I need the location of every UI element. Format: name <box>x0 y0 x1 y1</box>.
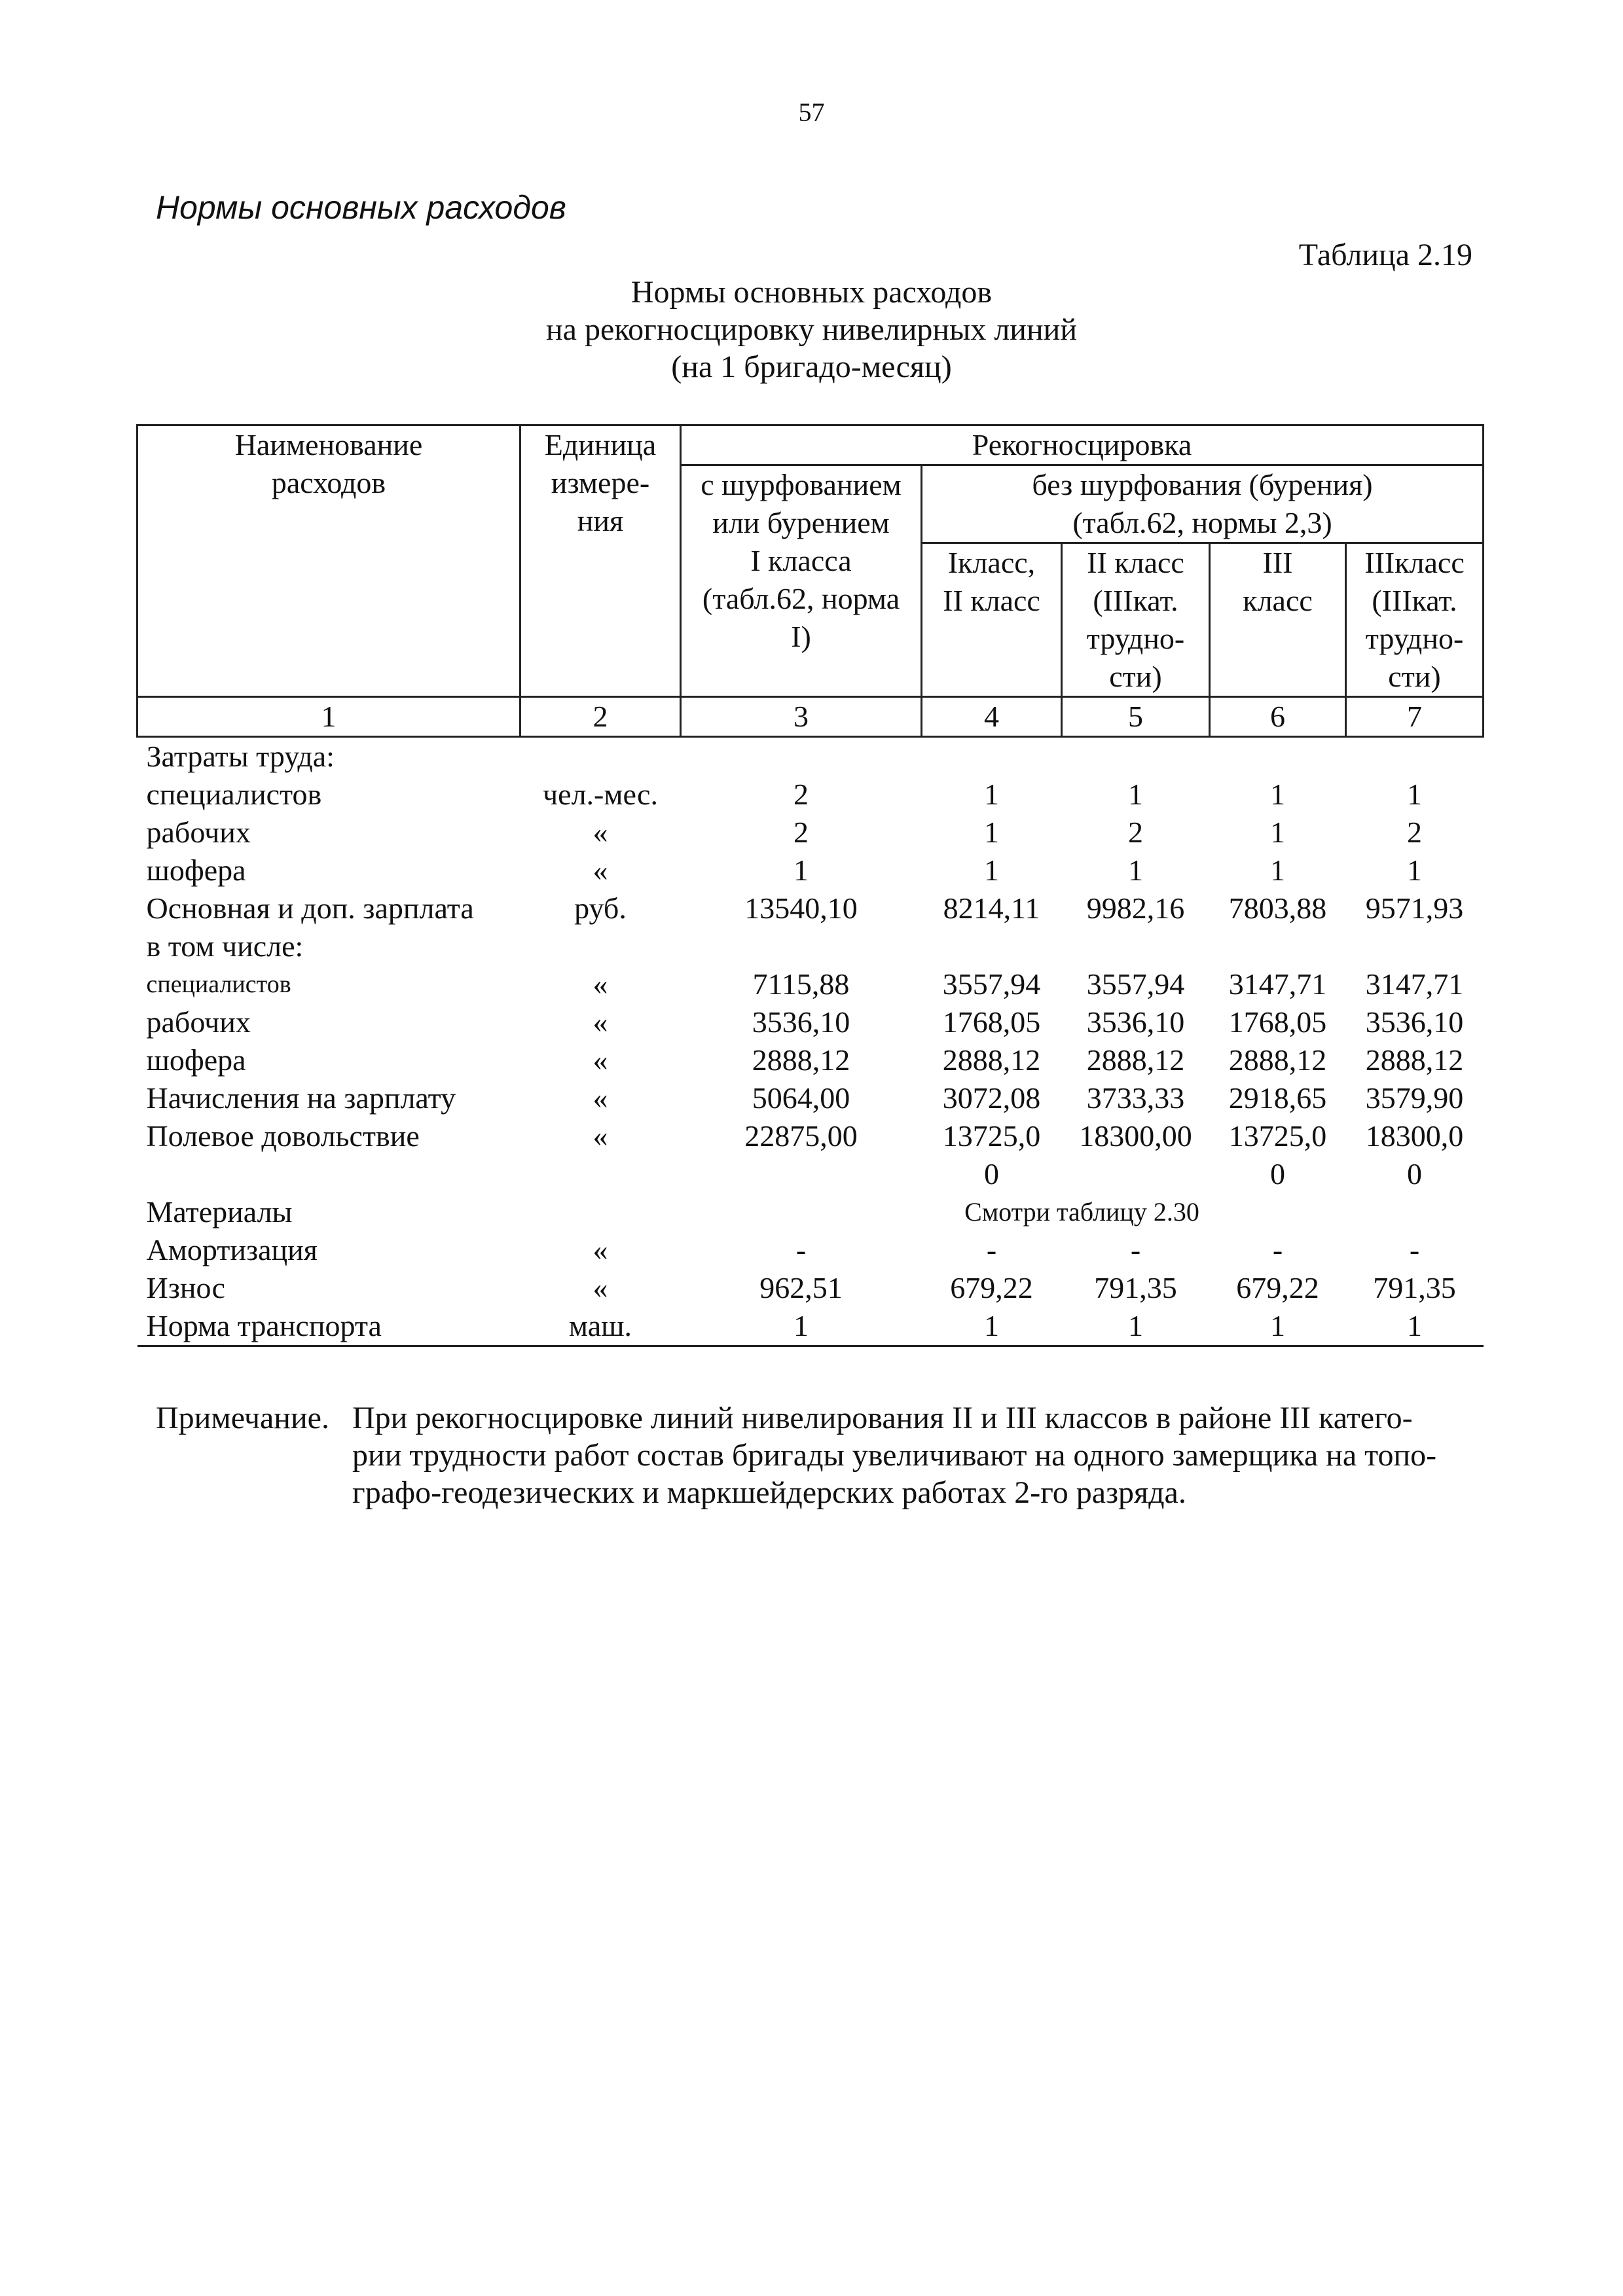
norms-table <box>136 424 1484 1347</box>
row-name-cell: шофера <box>146 1043 246 1077</box>
page-number: 57 <box>798 98 825 127</box>
row-name-cell: специалистов <box>146 971 291 998</box>
row-value-cell: 791,35 <box>1094 1271 1177 1304</box>
row-value-cell <box>1346 927 1484 965</box>
row-value-cell: 13725,0 <box>1228 1119 1327 1153</box>
row-value-cell: 5064,00 <box>752 1081 850 1115</box>
table-row <box>137 889 1484 927</box>
row-name-cell <box>137 1155 520 1193</box>
header-col4-line: Iкласс, <box>947 546 1036 579</box>
row-value-cell: 3557,94 <box>942 967 1041 1001</box>
row-value-cell: 1 <box>1270 816 1285 849</box>
row-name-cell: Амортизация <box>146 1233 318 1266</box>
row-name-cell: Затраты труда: <box>146 740 335 773</box>
row-value-cell: 3557,94 <box>1086 967 1185 1001</box>
row-unit-cell: руб. <box>574 891 627 925</box>
row-value-cell: 1 <box>681 1307 922 1346</box>
row-name-cell: Износ <box>146 1271 226 1304</box>
row-value-cell: 1 <box>1407 853 1423 887</box>
row-name-cell: Начисления на зарплату <box>146 1081 456 1115</box>
header-with-pitting-line: (табл.62, норма <box>702 582 900 615</box>
row-value-cell: 3733,33 <box>1086 1081 1185 1115</box>
row-value-cell: 3536,10 <box>1365 1005 1464 1039</box>
table-row <box>137 1117 1484 1155</box>
row-value-cell: 1 <box>1270 778 1285 811</box>
row-value-cell: 2888,12 <box>1086 1043 1185 1077</box>
row-value-cell: 1 <box>984 778 999 811</box>
note-text <box>352 1399 1495 1511</box>
header-with-pitting-line: I класса <box>750 544 852 577</box>
row-value-cell: 679,22 <box>1236 1271 1319 1304</box>
header-unit-line: Единица <box>544 428 657 461</box>
see-table-cell: Смотри таблицу 2.30 <box>964 1197 1199 1227</box>
section-heading: Нормы основных расходов <box>156 189 566 226</box>
row-name-cell: специалистов <box>146 778 322 811</box>
row-value-cell: 2888,12 <box>942 1043 1041 1077</box>
row-name-cell: Материалы <box>146 1195 293 1229</box>
row-value-cell: 18300,0 <box>1365 1119 1464 1153</box>
row-name-cell: шофера <box>146 853 246 887</box>
table-title-line: (на 1 бригадо-месяц) <box>671 350 952 384</box>
row-value-cell: 3536,10 <box>752 1005 850 1039</box>
row-value-cell: 679,22 <box>950 1271 1033 1304</box>
row-value-cell: 3579,90 <box>1365 1081 1464 1115</box>
row-value-cell: 1 <box>1210 1307 1346 1346</box>
row-value-cell: 0 <box>984 1157 999 1191</box>
row-value-cell: 0 <box>1270 1157 1285 1191</box>
table-row <box>137 1041 1484 1079</box>
row-value-cell: - <box>1130 1233 1141 1266</box>
row-unit-cell: чел.-мес. <box>543 778 658 811</box>
row-name-cell: Основная и доп. зарплата <box>146 891 474 925</box>
row-value-cell <box>1062 927 1210 965</box>
row-value-cell: 8214,11 <box>943 891 1040 925</box>
row-unit-cell <box>520 737 681 776</box>
row-name-cell: рабочих <box>146 816 251 849</box>
header-col7 <box>1346 543 1484 697</box>
row-value-cell: 13540,10 <box>744 891 858 925</box>
row-value-cell: 2 <box>1407 816 1423 849</box>
row-value-cell: 7115,88 <box>752 967 850 1001</box>
header-col5-line: трудно- <box>1086 622 1185 655</box>
column-number: 5 <box>1062 697 1210 737</box>
row-value-cell: 1 <box>1270 853 1285 887</box>
row-value-cell: 1768,05 <box>1228 1005 1327 1039</box>
row-value-cell: 3536,10 <box>1086 1005 1185 1039</box>
row-value-cell: - <box>986 1233 997 1266</box>
row-value-cell: - <box>1272 1233 1283 1266</box>
row-value-cell <box>1062 1155 1210 1193</box>
row-value-cell: 2 <box>1128 816 1143 849</box>
header-without-pitting-line: (табл.62, нормы 2,3) <box>1072 506 1332 539</box>
header-without-pitting <box>922 465 1484 543</box>
row-value-cell: 1 <box>984 816 999 849</box>
note <box>156 1399 1495 1511</box>
row-value-cell: - <box>795 1233 807 1266</box>
header-col4 <box>922 543 1062 697</box>
header-with-pitting-line: I) <box>791 620 811 653</box>
header-with-pitting-line: или бурением <box>712 506 890 539</box>
header-col7-line: IIIкласс <box>1364 546 1465 579</box>
column-number-row <box>137 697 1484 737</box>
row-unit-cell: « <box>593 853 608 887</box>
row-value-cell <box>1210 737 1346 776</box>
row-value-cell <box>1346 737 1484 776</box>
table-row <box>137 852 1484 889</box>
row-unit-cell: « <box>593 1233 608 1266</box>
table-row <box>137 1193 1484 1231</box>
table-row <box>137 814 1484 852</box>
row-value-cell <box>1062 737 1210 776</box>
header-without-pitting-line: без шурфования (бурения) <box>1032 468 1373 501</box>
note-line: При рекогносцировке линий нивелирования II и III классов в районе III катего- <box>352 1401 1413 1435</box>
table-label: Таблица 2.19 <box>1298 238 1472 272</box>
row-value-cell: 18300,00 <box>1079 1119 1192 1153</box>
row-value-cell: 962,51 <box>759 1271 843 1304</box>
row-value-cell: 1 <box>922 1307 1062 1346</box>
row-unit-cell: « <box>593 1271 608 1304</box>
row-value-cell: 1 <box>984 853 999 887</box>
column-number: 6 <box>1210 697 1346 737</box>
header-col6-line: класс <box>1243 584 1313 617</box>
table-row <box>137 1269 1484 1307</box>
row-value-cell: 3072,08 <box>942 1081 1041 1115</box>
row-value-cell: 1 <box>1062 1307 1210 1346</box>
table-row <box>137 927 1484 965</box>
header-name-cell <box>137 425 520 697</box>
row-value-cell: 13725,0 <box>942 1119 1041 1153</box>
row-unit-cell: « <box>593 1043 608 1077</box>
header-col5 <box>1062 543 1210 697</box>
row-value-cell: 791,35 <box>1373 1271 1456 1304</box>
header-col6 <box>1210 543 1346 697</box>
header-name-line: Наименование <box>234 428 423 461</box>
table-row <box>137 1307 1484 1346</box>
header-col7-line: трудно- <box>1365 622 1464 655</box>
row-unit-cell: маш. <box>520 1307 681 1346</box>
row-unit-cell: « <box>593 1081 608 1115</box>
row-value-cell: 0 <box>1407 1157 1423 1191</box>
row-name-cell: Полевое довольствие <box>146 1119 420 1153</box>
row-value-cell <box>1210 927 1346 965</box>
row-name-cell: рабочих <box>146 1005 251 1039</box>
table-title-line: Нормы основных расходов <box>630 275 993 310</box>
column-number: 7 <box>1346 697 1484 737</box>
header-with-pitting-line: с шурфованием <box>701 468 902 501</box>
header-col5-line: (IIIкат. <box>1093 584 1178 617</box>
row-value-cell: 3147,71 <box>1365 967 1464 1001</box>
header-col6-line: III <box>1262 546 1293 579</box>
table-body <box>137 737 1484 1346</box>
row-value-cell: 1 <box>1407 778 1423 811</box>
header-unit-cell <box>520 425 681 697</box>
row-value-cell <box>922 927 1062 965</box>
row-value-cell: 1 <box>1128 853 1143 887</box>
table-title-line: на рекогносцировку нивелирных линий <box>545 312 1078 347</box>
header-unit-line: измере- <box>551 466 650 499</box>
note-label: Примечание. <box>156 1401 329 1435</box>
table-row <box>137 1231 1484 1269</box>
header-name-line: расходов <box>271 466 386 499</box>
note-line: графо-геодезических и маркшейдерских работах 2-го разряда. <box>352 1475 1186 1510</box>
row-value-cell: 3147,71 <box>1228 967 1327 1001</box>
table-header <box>137 425 1484 737</box>
table-row <box>137 737 1484 776</box>
row-value-cell: 7803,88 <box>1228 891 1327 925</box>
table-title <box>0 274 1623 386</box>
row-value-cell: 1768,05 <box>942 1005 1041 1039</box>
header-col7-line: сти) <box>1388 660 1441 693</box>
row-value-cell: 2 <box>793 778 809 811</box>
table-row <box>137 1079 1484 1117</box>
row-value-cell: 9571,93 <box>1365 891 1464 925</box>
row-value-cell: 1 <box>1128 778 1143 811</box>
row-value-cell: 22875,00 <box>744 1119 858 1153</box>
row-value-cell: 2918,65 <box>1228 1081 1327 1115</box>
row-value-cell <box>922 737 1062 776</box>
row-unit-cell: « <box>593 967 608 1001</box>
column-number: 2 <box>520 697 681 737</box>
header-unit-line: ния <box>577 504 624 537</box>
column-number: 3 <box>681 697 922 737</box>
column-number: 4 <box>922 697 1062 737</box>
header-with-pitting <box>681 465 922 697</box>
header-group-reconnaissance: Рекогносцировка <box>681 425 1484 465</box>
row-value-cell: 2 <box>793 816 809 849</box>
row-unit-cell <box>520 927 681 965</box>
row-value-cell: 2888,12 <box>1365 1043 1464 1077</box>
row-value-cell: 2888,12 <box>1228 1043 1327 1077</box>
table-row <box>137 776 1484 814</box>
row-value-cell: 2888,12 <box>752 1043 850 1077</box>
row-value-cell <box>681 1155 922 1193</box>
header-col5-line: II класс <box>1087 546 1184 579</box>
table-row <box>137 965 1484 1003</box>
row-value-cell <box>681 927 922 965</box>
row-value-cell: 1 <box>1346 1307 1484 1346</box>
row-unit-cell: « <box>593 1119 608 1153</box>
row-value-cell: - <box>1409 1233 1420 1266</box>
header-col5-line: сти) <box>1109 660 1162 693</box>
row-unit-cell: « <box>593 816 608 849</box>
row-unit-cell <box>520 1193 681 1231</box>
header-col7-line: (IIIкат. <box>1372 584 1457 617</box>
row-value-cell: 9982,16 <box>1086 891 1185 925</box>
column-number: 1 <box>137 697 520 737</box>
row-name-cell: Норма транспорта <box>137 1307 520 1346</box>
table-row <box>137 1003 1484 1041</box>
table-row <box>137 1155 1484 1193</box>
row-name-cell: в том числе: <box>146 929 304 963</box>
header-col4-line: II класс <box>943 584 1040 617</box>
row-unit-cell <box>520 1155 681 1193</box>
row-unit-cell: « <box>593 1005 608 1039</box>
row-value-cell <box>681 737 922 776</box>
row-value-cell: 1 <box>793 853 809 887</box>
note-line: рии трудности работ состав бригады увеличивают на одного замерщика на топо- <box>352 1438 1437 1473</box>
